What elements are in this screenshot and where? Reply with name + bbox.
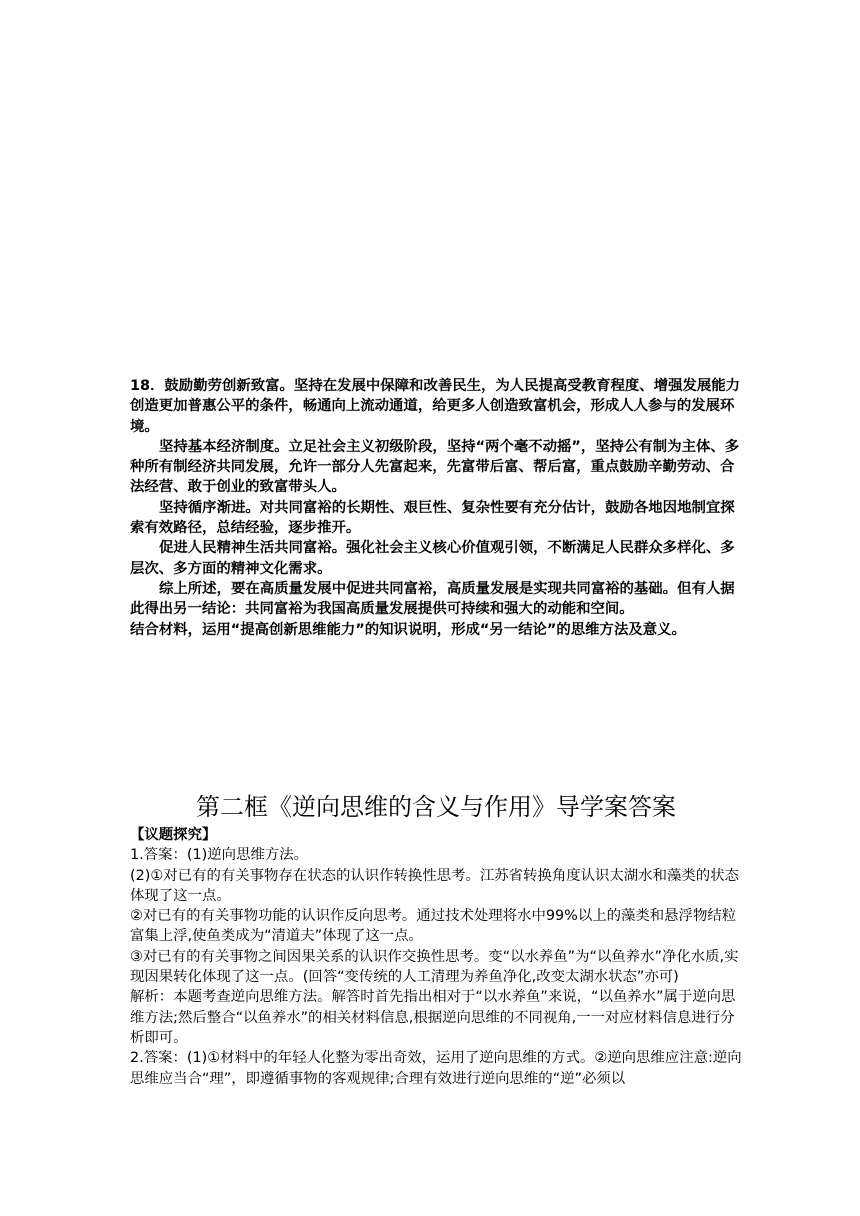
answer-paragraph: ②对已有的有关事物功能的认识作反向思考。通过技术处理将水中99%以上的藻类和悬浮物结粒富集上浮,使鱼类成为“清道夫”体现了这一点。	[130, 908, 737, 945]
answer-paragraph: ③对已有的有关事物之间因果关系的认识作交换性思考。变“以水养鱼”为“以鱼养水”净化水质,实现因果转化体现了这一点。(回答“变传统的人工清理为养鱼净化,改变太湖水状态”亦可)	[130, 948, 739, 986]
section-heading: 【议题探究】	[130, 827, 217, 843]
question-18-paragraph: 促进人民精神生活共同富裕。强化社会主义核心价值观引领，不断满足人民群众多样化、多层次、多方面的精神文化需求。	[130, 540, 735, 577]
answer-paragraph: (2)①对已有的有关事物存在状态的认识作转换性思考。江苏省转换角度认识太湖水和藻类的状态体现了这一点。	[130, 867, 739, 904]
question-18-paragraph: 坚持循序渐进。对共同富裕的长期性、艰巨性、复杂性要有充分估计，鼓励各地因地制宜探索有效路径，总结经验，逐步推开。	[130, 499, 735, 537]
question-18-block	[130, 376, 742, 640]
answer-section-title: 第二框《逆向思维的含义与作用》导学案答案	[196, 793, 676, 821]
question-18-paragraph: 坚持基本经济制度。立足社会主义初级阶段，坚持“两个毫不动摇”，坚持公有制为主体、多种所有制经济共同发展，允许一部分人先富起来，先富带后富、帮后富，重点鼓励辛勤劳动、合法经营、敢于创业的致富带头人。	[130, 438, 740, 496]
question-18-paragraph: 18．鼓励勤劳创新致富。坚持在发展中保障和改善民生，为人民提高受教育程度、增强发展能力创造更加普惠公平的条件，畅通向上流动通道，给更多人创造致富机会，形成人人参与的发展环境。	[130, 378, 741, 435]
answer-paragraph: 1.答案：(1)逆向思维方法。	[130, 847, 309, 864]
question-18-prompt: 结合材料，运用“提高创新思维能力”的知识说明，形成“另一结论”的思维方法及意义。	[130, 621, 686, 638]
answer-paragraph: 2.答案：(1)①材料中的年轻人化整为零出奇效，运用了逆向思维的方式。②逆向思维应注意:逆向思维应当合“理”，即遵循事物的客观规律;合理有效进行逆向思维的“逆”必须以	[130, 1050, 742, 1087]
answer-section-body	[130, 825, 742, 1089]
question-18-paragraph: 综上所述，要在高质量发展中促进共同富裕，高质量发展是实现共同富裕的基础。但有人据此得出另一结论：共同富裕为我国高质量发展提供可持续和强大的动能和空间。	[130, 580, 735, 618]
answer-paragraph: 解析：本题考查逆向思维方法。解答时首先指出相对于“以水养鱼”来说，“以鱼养水”属于逆向思维方法;然后整合“以鱼养水”的相关材料信息,根据逆向思维的不同视角,一一对应材料信息进行分析即可。	[130, 989, 736, 1046]
